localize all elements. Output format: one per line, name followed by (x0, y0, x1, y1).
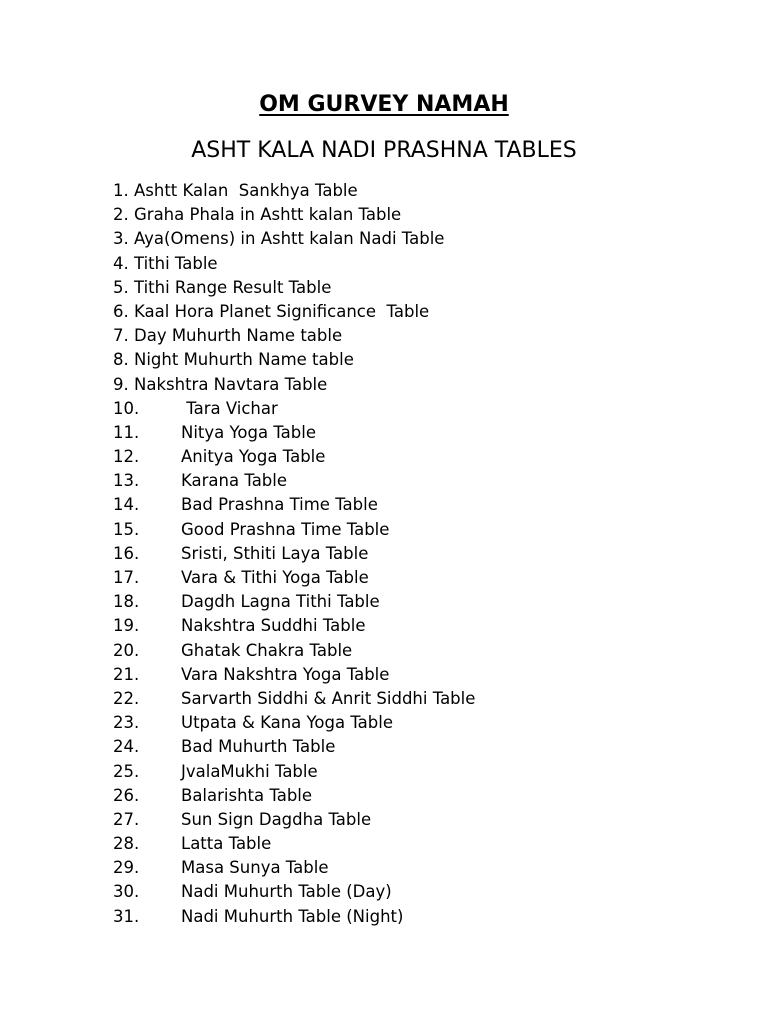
list-item-label: Bad Prashna Time Table (181, 495, 378, 515)
list-item-label: Nakshtra Suddhi Table (181, 616, 366, 636)
list-item (113, 421, 475, 445)
list-item (113, 566, 475, 590)
list-item-label: Vara & Tithi Yoga Table (181, 568, 369, 587)
list-item (113, 663, 475, 687)
list-item (113, 324, 475, 348)
list-item-label: Bad Muhurth Table (181, 737, 336, 757)
list-item (113, 373, 475, 397)
list-item (113, 590, 475, 614)
list-item (113, 276, 475, 300)
list-item-label: Nakshtra Navtara Table (134, 374, 328, 394)
page-subtitle: ASHT KALA NADI PRASHNA TABLES (191, 138, 577, 163)
list-item-number: 24. (113, 737, 140, 757)
list-item-label: Day Muhurth Name table (134, 326, 343, 346)
list-item (113, 542, 475, 566)
list-item-number: 22. (113, 688, 140, 708)
list-item-number: 29. (113, 858, 140, 878)
list-item-label: Utpata & Kana Yoga Table (181, 713, 394, 733)
list-item-label: Tithi Table (134, 253, 218, 273)
list-item-label: Night Muhurth Name table (134, 350, 354, 370)
list-item-label: Ashtt Kalan Sankhya Table (134, 181, 358, 200)
list-item-number: 1. (113, 181, 134, 200)
list-item-label: Nitya Yoga Table (181, 422, 316, 442)
list-item-number: 16. (113, 543, 140, 563)
list-item (113, 711, 475, 735)
list-item (113, 614, 475, 638)
list-item-label: Karana Table (181, 471, 288, 491)
list-item-number: 27. (113, 809, 140, 829)
list-item-number: 25. (113, 761, 140, 781)
list-item-label: Nadi Muhurth Table (Night) (181, 906, 404, 926)
list-item-number: 10. (113, 398, 140, 418)
list-item-label: Dagdh Lagna Tithi Table (181, 592, 380, 612)
page-title: OM GURVEY NAMAH (259, 92, 509, 117)
list-item (113, 856, 475, 880)
table-list (113, 179, 475, 929)
list-item-number: 17. (113, 568, 140, 587)
list-item (113, 808, 475, 832)
list-item-number: 21. (113, 664, 140, 684)
list-item-number: 28. (113, 834, 140, 854)
list-item (113, 880, 475, 904)
list-item-label: Vara Nakshtra Yoga Table (181, 664, 390, 684)
list-item-label: Masa Sunya Table (181, 858, 329, 878)
list-item-label: Ghatak Chakra Table (181, 640, 353, 660)
list-item-label: Nadi Muhurth Table (Day) (181, 882, 392, 902)
list-item-label: Balarishta Table (181, 785, 313, 805)
list-item-number: 8. (113, 350, 134, 370)
list-item-label: Sarvarth Siddhi & Anrit Siddhi Table (181, 688, 476, 708)
list-item-number: 9. (113, 374, 134, 394)
list-item-number: 18. (113, 592, 140, 612)
list-item (113, 397, 475, 421)
list-item-number: 13. (113, 471, 140, 491)
list-item-label: Anitya Yoga Table (181, 447, 326, 467)
list-item (113, 252, 475, 276)
list-item-label: Sun Sign Dagdha Table (181, 809, 372, 829)
list-item-number: 7. (113, 326, 134, 346)
list-item (113, 300, 475, 324)
list-item-label: Good Prashna Time Table (181, 519, 390, 539)
list-item-number: 26. (113, 785, 140, 805)
list-item (113, 687, 475, 711)
list-item (113, 760, 475, 784)
list-item-number: 14. (113, 495, 140, 515)
list-item (113, 905, 475, 929)
list-item-label: Aya(Omens) in Ashtt kalan Nadi Table (134, 229, 445, 249)
list-item-label: Graha Phala in Ashtt kalan Table (134, 205, 402, 225)
list-item (113, 348, 475, 372)
list-item-label: Latta Table (181, 834, 272, 854)
list-item-number: 15. (113, 519, 140, 539)
list-item-number: 5. (113, 277, 134, 297)
list-item-number: 19. (113, 616, 140, 636)
list-item (113, 445, 475, 469)
list-item-number: 3. (113, 229, 134, 249)
list-item-label: JvalaMukhi Table (181, 761, 318, 781)
list-item-number: 4. (113, 253, 134, 273)
list-item (113, 469, 475, 493)
list-item (113, 735, 475, 759)
list-item-label: Tithi Range Result Table (134, 277, 332, 297)
list-item-number: 12. (113, 447, 140, 467)
list-item (113, 518, 475, 542)
list-item-label: Kaal Hora Planet Significance Table (134, 301, 430, 321)
list-item-label: Sristi, Sthiti Laya Table (181, 543, 369, 563)
list-item (113, 203, 475, 227)
list-item (113, 784, 475, 808)
list-item (113, 227, 475, 251)
list-item (113, 179, 475, 203)
list-item-number: 20. (113, 640, 140, 660)
list-item-number: 31. (113, 906, 140, 926)
list-item (113, 493, 475, 517)
list-item-number: 30. (113, 882, 140, 902)
list-item-number: 23. (113, 713, 140, 733)
list-item-label: Tara Vichar (181, 398, 278, 418)
list-item (113, 832, 475, 856)
list-item-number: 11. (113, 422, 140, 442)
list-item (113, 639, 475, 663)
list-item-number: 6. (113, 301, 134, 321)
list-item-number: 2. (113, 205, 134, 225)
